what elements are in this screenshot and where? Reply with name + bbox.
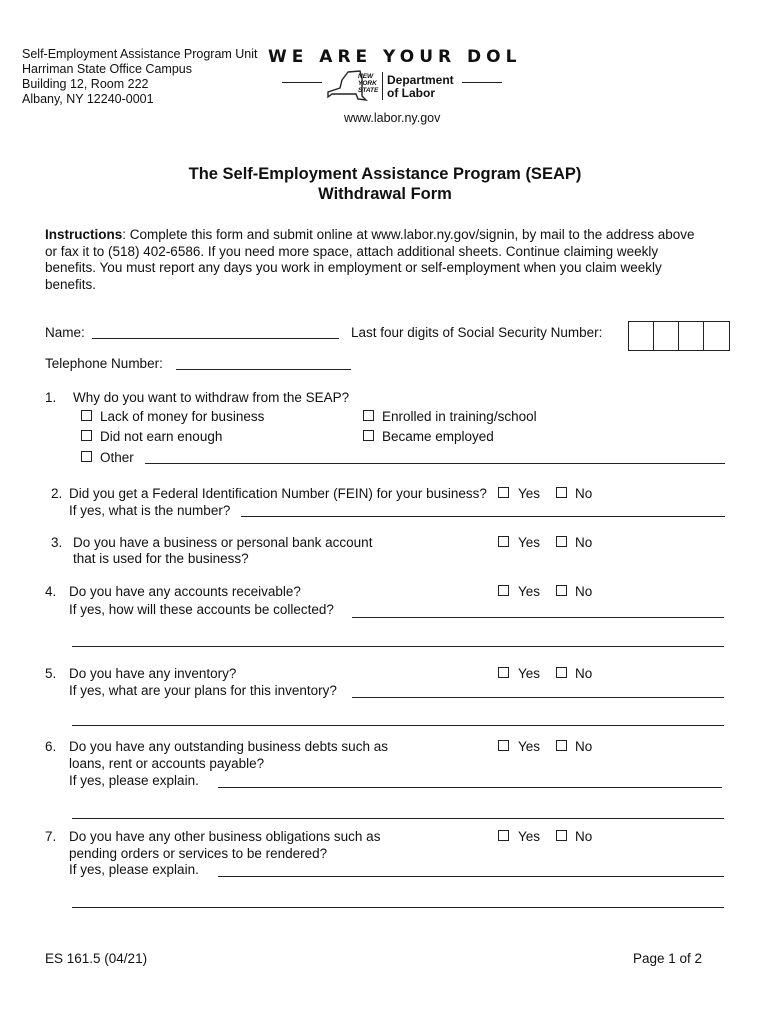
q4-yes-checkbox[interactable] [498,585,509,596]
q5-number: 5. [45,666,57,681]
fein-field[interactable] [241,516,725,517]
logo-rule-left [282,82,322,83]
return-address [22,47,258,107]
ssn-digit-box[interactable] [654,322,679,350]
q4-text: Do you have any accounts receivable? [69,584,301,599]
name-label: Name: [45,325,85,340]
q5-followup: If yes, what are your plans for this inventory? [69,683,337,698]
q5-text: Do you have any inventory? [69,666,237,681]
q5-answer-line[interactable] [352,697,724,698]
ssn-digit-box[interactable] [629,322,654,350]
option-label: Lack of money for business [100,409,265,424]
q1-text: Why do you want to withdraw from the SEAP? [73,390,350,405]
yes-label: Yes [518,739,541,754]
no-label: No [575,829,593,844]
logo-state-text [358,73,378,94]
yes-label: Yes [518,666,541,681]
address-line: Albany, NY 12240-0001 [22,92,154,106]
ssn-label: Last four digits of Social Security Number: [351,325,603,340]
q3-no-checkbox[interactable] [556,536,567,547]
q3-number: 3. [51,535,63,550]
yes-label: Yes [518,535,541,550]
instructions-text: or fax it to (518) 402-6586. If you need more space, attach additional sheets. Continue claiming weekly [45,243,659,259]
q3-text: that is used for the business? [73,551,249,566]
q4-number: 4. [45,584,57,599]
banner-slogan: WE ARE YOUR DOL [268,47,522,67]
q7-text: pending orders or services to be rendered? [69,846,328,861]
q4-answer-line[interactable] [352,617,724,618]
title-line: The Self-Employment Assistance Program (SEAP) [188,165,582,183]
checkbox-became-employed[interactable] [363,430,374,441]
address-line: Building 12, Room 222 [22,77,149,91]
ssn-digit-box[interactable] [679,322,704,350]
q7-no-checkbox[interactable] [556,830,567,841]
instructions-text: : Complete this form and submit online at www.labor.ny.gov/signin, by mail to the address above [122,227,695,242]
logo-department [387,74,454,99]
option-label: Other [100,450,134,465]
logo-state-word: NEW [358,73,374,80]
q2-number: 2. [51,486,63,501]
no-label: No [575,486,593,501]
q6-yes-checkbox[interactable] [498,740,509,751]
checkbox-lack-of-money[interactable] [81,410,92,421]
logo-dept-line: Department [387,73,454,87]
address-line: Harriman State Office Campus [22,62,192,76]
q5-answer-line[interactable] [72,725,724,726]
q1-number: 1. [45,390,57,405]
yes-label: Yes [518,486,541,501]
page-number: Page 1 of 2 [633,951,703,966]
page-title [0,164,770,204]
logo-divider [382,72,383,100]
q5-no-checkbox[interactable] [556,667,567,678]
no-label: No [575,666,593,681]
logo-state-word: STATE [358,87,379,94]
no-label: No [575,535,593,550]
instructions-text: benefits. You must report any days you work in employment or self-employment when you claim weekly [45,260,662,275]
website-link[interactable]: www.labor.ny.gov [344,111,441,125]
q6-text: Do you have any outstanding business debts such as [69,739,388,754]
yes-label: Yes [518,829,541,844]
q6-text: loans, rent or accounts payable? [69,756,265,771]
q6-no-checkbox[interactable] [556,740,567,751]
q6-number: 6. [45,739,57,754]
logo-dept-line: of Labor [387,85,435,100]
title-line: Withdrawal Form [318,185,452,203]
q5-yes-checkbox[interactable] [498,667,509,678]
q7-text: Do you have any other business obligations such as [69,829,381,844]
q7-yes-checkbox[interactable] [498,830,509,841]
q2-text: Did you get a Federal Identification Number (FEIN) for your business? [69,486,487,501]
instructions-text: benefits. [45,276,97,292]
instructions-label: Instructions [45,227,123,242]
q7-number: 7. [45,829,57,844]
q7-followup: If yes, please explain. [69,862,199,877]
ssn-digit-boxes[interactable] [628,321,730,351]
q4-answer-line[interactable] [72,646,724,647]
no-label: No [575,584,593,599]
q4-no-checkbox[interactable] [556,585,567,596]
q4-followup: If yes, how will these accounts be collected? [69,602,334,617]
instructions [45,227,695,293]
yes-label: Yes [518,584,541,599]
q6-followup: If yes, please explain. [69,773,199,788]
q2-followup: If yes, what is the number? [69,503,231,518]
checkbox-did-not-earn[interactable] [81,430,92,441]
phone-field[interactable] [176,369,351,370]
q6-answer-line[interactable] [218,787,722,788]
q7-answer-line[interactable] [218,876,724,877]
logo-rule-right [462,82,502,83]
checkbox-enrolled-training[interactable] [363,410,374,421]
no-label: No [575,739,593,754]
q2-yes-checkbox[interactable] [498,487,509,498]
q7-answer-line[interactable] [72,907,724,908]
logo-state-word: YORK [358,80,377,87]
address-line: Self-Employment Assistance Program Unit [22,47,258,61]
ssn-digit-box[interactable] [704,322,729,350]
option-label: Became employed [382,429,494,444]
option-label: Did not earn enough [100,429,223,444]
name-field[interactable] [92,338,339,339]
q3-yes-checkbox[interactable] [498,536,509,547]
form-id: ES 161.5 (04/21) [45,951,148,966]
other-reason-field[interactable] [145,463,725,464]
phone-label: Telephone Number: [45,356,163,371]
option-label: Enrolled in training/school [382,409,537,424]
q6-answer-line[interactable] [72,818,724,819]
checkbox-other[interactable] [81,451,92,462]
q2-no-checkbox[interactable] [556,487,567,498]
q3-text: Do you have a business or personal bank account [73,535,373,550]
